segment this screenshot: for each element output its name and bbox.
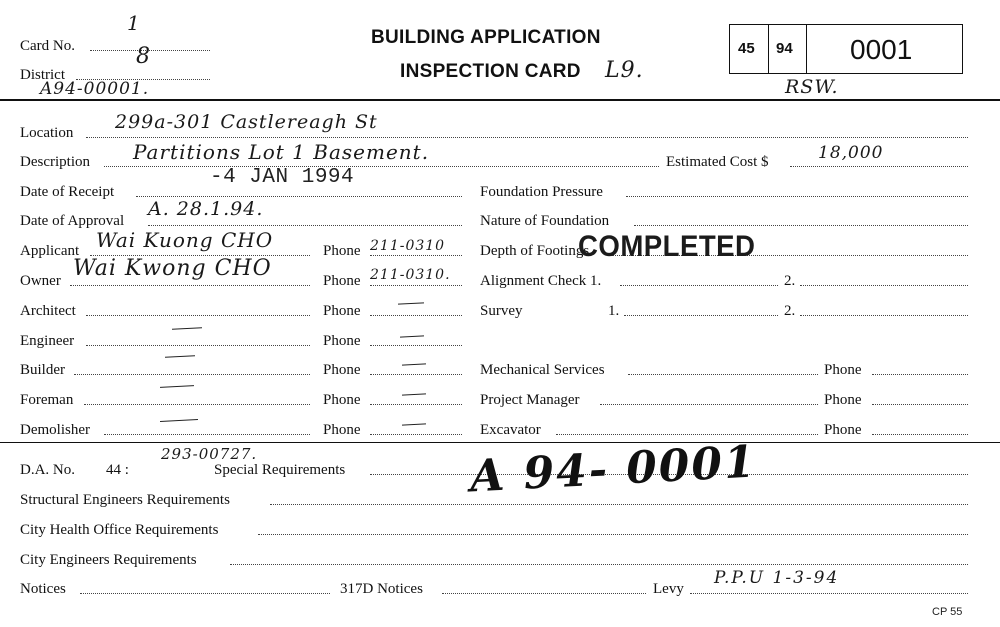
- demolisher-dash: [160, 419, 198, 422]
- mechanical-services-dotted-line: [628, 374, 818, 375]
- engineer-dash: [172, 327, 202, 330]
- location-dotted-line: [86, 137, 968, 138]
- notices-label: Notices: [20, 581, 66, 597]
- estimated-cost-dotted-line: [790, 166, 968, 167]
- demolisher-phone-dotted-line: [370, 434, 462, 435]
- da-no-label: D.A. No.: [20, 462, 75, 478]
- foreman-phone-label: Phone: [323, 392, 361, 408]
- excavator-dotted-line: [556, 434, 818, 435]
- date-of-approval-value: A. 28.1.94.: [148, 198, 264, 220]
- box-cell-1: 45: [738, 40, 755, 57]
- alignment-check-2-label: 2.: [784, 273, 796, 289]
- levy-label: Levy: [653, 581, 684, 597]
- footer-code: CP 55: [932, 606, 963, 618]
- title-annotation: L9.: [605, 58, 644, 83]
- excavator-phone-dotted-line: [872, 434, 968, 435]
- engineer-phone-dash: [400, 335, 424, 337]
- mechanical-services-phone-dotted-line: [872, 374, 968, 375]
- engineer-dotted-line: [86, 345, 310, 346]
- alignment-check-2-dotted-line: [800, 285, 968, 286]
- foundation-pressure-dotted-line: [626, 196, 968, 197]
- owner-phone-value: 211-0310.: [370, 267, 451, 283]
- survey-2-dotted-line: [800, 315, 968, 316]
- foreman-phone-dotted-line: [370, 404, 462, 405]
- estimated-cost-label: Estimated Cost $: [666, 154, 769, 170]
- notices-dotted-line: [80, 593, 330, 594]
- description-dotted-line: [104, 166, 659, 167]
- foreman-dotted-line: [84, 404, 310, 405]
- applicant-label: Applicant: [20, 243, 80, 259]
- district-annotation: A94-00001.: [40, 79, 150, 99]
- header-divider: [0, 99, 1000, 101]
- survey-2-label: 2.: [784, 303, 796, 319]
- structural-engineers-dotted-line: [270, 504, 968, 505]
- box-cell-2: 94: [776, 40, 793, 57]
- demolisher-phone-dash: [402, 423, 426, 425]
- demolisher-phone-label: Phone: [323, 422, 361, 438]
- survey-1-label: 1.: [608, 303, 620, 319]
- city-engineers-dotted-line: [230, 564, 968, 565]
- location-value: 299a-301 Castlereagh St: [115, 111, 378, 133]
- builder-phone-dash: [402, 363, 426, 365]
- architect-dotted-line: [86, 315, 310, 316]
- description-value: Partitions Lot 1 Basement.: [133, 140, 430, 164]
- owner-dotted-line: [70, 285, 310, 286]
- location-label: Location: [20, 125, 74, 141]
- mechanical-services-label: Mechanical Services: [480, 362, 605, 378]
- owner-phone-label: Phone: [323, 273, 361, 289]
- city-engineers-label: City Engineers Requirements: [20, 552, 197, 568]
- card-number-box: [729, 24, 963, 74]
- estimated-cost-value: 18,000: [818, 143, 884, 163]
- alignment-check-1-dotted-line: [620, 285, 778, 286]
- structural-engineers-label: Structural Engineers Requirements: [20, 492, 230, 508]
- card-no-label: Card No.: [20, 38, 75, 54]
- date-of-receipt-label: Date of Receipt: [20, 184, 115, 200]
- demolisher-label: Demolisher: [20, 422, 90, 438]
- description-label: Description: [20, 154, 90, 170]
- district-label: District: [20, 67, 65, 83]
- date-of-receipt-dotted-line: [136, 196, 462, 197]
- lower-divider: [0, 442, 1000, 443]
- special-requirements-label: Special Requirements: [214, 462, 346, 478]
- title-line-2: INSPECTION CARD: [400, 61, 581, 82]
- district-value: 8: [136, 44, 151, 69]
- foreman-dash: [160, 385, 194, 388]
- engineer-phone-label: Phone: [323, 333, 361, 349]
- architect-label: Architect: [20, 303, 76, 319]
- foreman-label: Foreman: [20, 392, 74, 408]
- applicant-phone-value: 211-0310: [370, 238, 446, 254]
- builder-phone-label: Phone: [323, 362, 361, 378]
- mechanical-services-phone-label: Phone: [824, 362, 862, 378]
- city-health-office-dotted-line: [258, 534, 968, 535]
- survey-label: Survey: [480, 303, 523, 319]
- survey-1-dotted-line: [624, 315, 778, 316]
- project-manager-phone-dotted-line: [872, 404, 968, 405]
- 317d-notices-label: 317D Notices: [340, 581, 423, 597]
- da-no-value: 44 :: [106, 462, 129, 478]
- architect-phone-label: Phone: [323, 303, 361, 319]
- da-annotation: 293-00727.: [161, 445, 258, 463]
- demolisher-dotted-line: [104, 434, 310, 435]
- 317d-notices-dotted-line: [442, 593, 646, 594]
- architect-phone-dash: [398, 302, 424, 304]
- architect-phone-dotted-line: [370, 315, 462, 316]
- completed-stamp: COMPLETED: [578, 230, 756, 263]
- special-requirements-annotation: A 94- 0001: [468, 436, 758, 503]
- date-of-receipt-stamp: -4 JAN 1994: [210, 166, 355, 189]
- builder-dotted-line: [74, 374, 310, 375]
- levy-dotted-line: [690, 593, 968, 594]
- depth-of-footings-label: Depth of Footings: [480, 243, 590, 259]
- project-manager-phone-label: Phone: [824, 392, 862, 408]
- builder-label: Builder: [20, 362, 65, 378]
- foreman-phone-dash: [402, 393, 426, 395]
- owner-label: Owner: [20, 273, 61, 289]
- engineer-phone-dotted-line: [370, 345, 462, 346]
- levy-value: P.P.U 1-3-94: [714, 568, 840, 588]
- owner-value: Wai Kwong CHO: [73, 256, 272, 281]
- nature-of-foundation-dotted-line: [634, 225, 968, 226]
- box-number: 0001: [850, 34, 913, 65]
- builder-phone-dotted-line: [370, 374, 462, 375]
- excavator-phone-label: Phone: [824, 422, 862, 438]
- title-line-1: BUILDING APPLICATION: [371, 27, 601, 48]
- project-manager-dotted-line: [600, 404, 818, 405]
- city-health-office-label: City Health Office Requirements: [20, 522, 219, 538]
- project-manager-label: Project Manager: [480, 392, 580, 408]
- date-of-approval-dotted-line: [148, 225, 462, 226]
- excavator-label: Excavator: [480, 422, 541, 438]
- box-annotation: RSW.: [785, 76, 839, 98]
- card-no-value: 1: [127, 11, 141, 35]
- foundation-pressure-label: Foundation Pressure: [480, 184, 603, 200]
- applicant-phone-label: Phone: [323, 243, 361, 259]
- builder-dash: [165, 355, 195, 358]
- alignment-check-label: Alignment Check 1.: [480, 273, 602, 289]
- engineer-label: Engineer: [20, 333, 75, 349]
- date-of-approval-label: Date of Approval: [20, 213, 125, 229]
- applicant-value: Wai Kuong CHO: [96, 228, 274, 252]
- nature-of-foundation-label: Nature of Foundation: [480, 213, 610, 229]
